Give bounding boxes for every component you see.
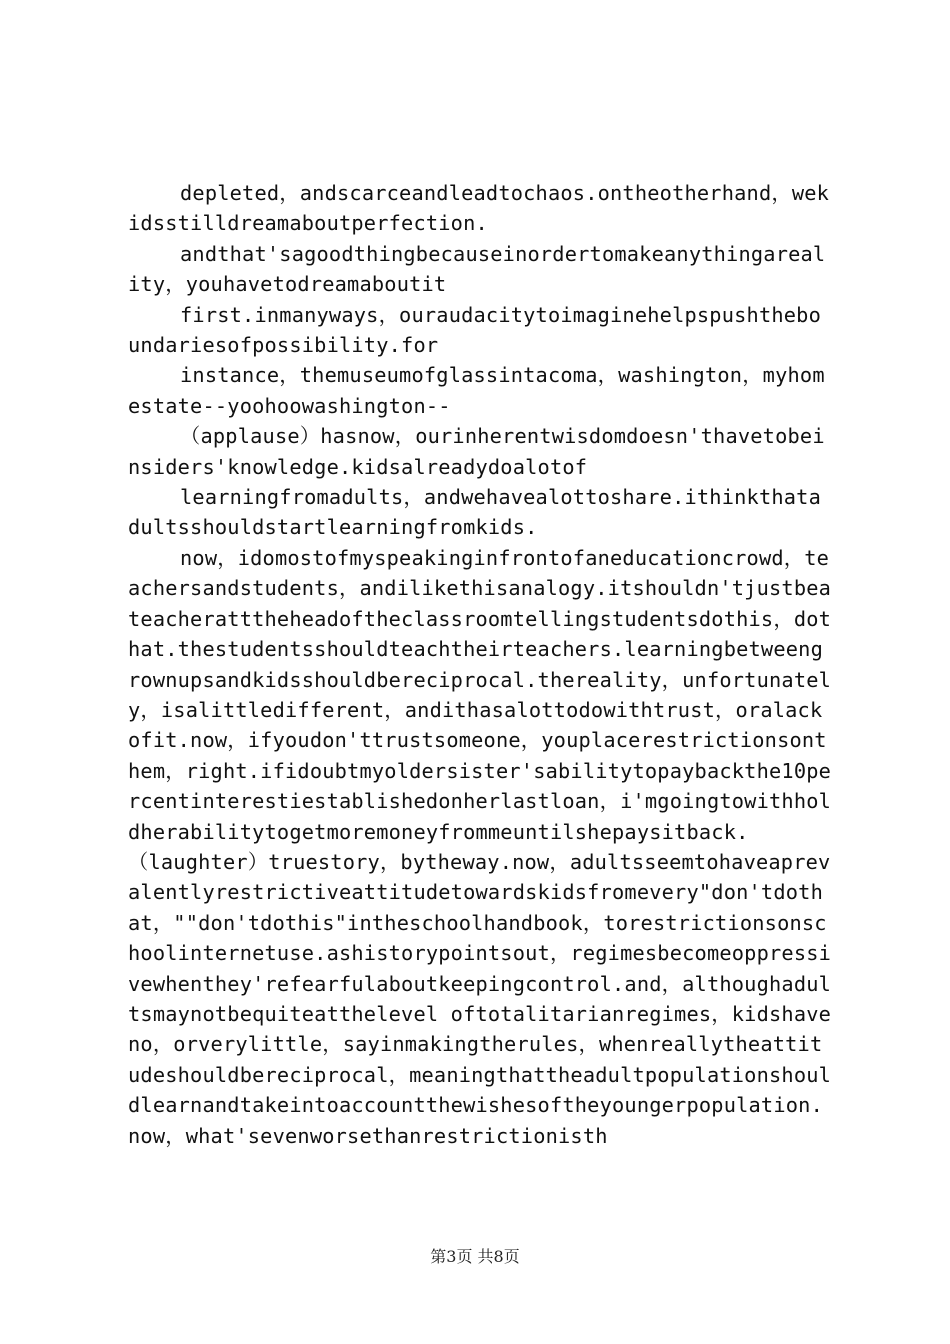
paragraph-1: depleted，andscarceandleadtochaos.ontheotherhand，wekidsstilldreamaboutperfection.: [128, 181, 830, 236]
page-number-footer: 第3页 共8页: [430, 1247, 520, 1266]
paragraph-8: （laughter）truestory，bytheway.now，adultsseemtohaveaprevalentlyrestrictiveattitudetowardskidsfromevery"don'tdothat，""don'tdothis"intheschoolhandbook，torestrictionsonschoolinternetuse.ashistorypointsout，regimesbecomeoppressivewhenthey'refearfulaboutkeepingcontrol.and，althoughadultsmaynotbequiteatthelevel oftotalitarianregimes，kidshaveno，orverylittle，sayinmakingtherules，whenreallytheattitudeshouldbereciprocal，meaningthattheadultpopulationshouldlearnandtakeintoaccountthewishesoftheyoungerpopulation.now，what'sevenworsethanrestrictionisth: [128, 849, 832, 1148]
paragraph-3: first.inmanyways，ouraudacitytoimaginehelpspushtheboundariesofpossibility.for: [128, 302, 821, 358]
paragraph-6: learningfromadults，andwehavealottoshare.ithinkthatadultsshouldstartlearningfromkids.: [128, 485, 821, 540]
paragraph-5: （applause）hasnow，ourinherentwisdomdoesn'thavetobeinsiders'knowledge.kidsalreadydoalotof: [128, 424, 825, 479]
paragraph-7: now，idomostofmyspeakinginfrontofaneducationcrowd，teachersandstudents，andilikethisanalogy.itshouldn'tjustbeateacheratttheheadoftheclassroomtellingstudentsdothis，dothat.thestudentsshouldteachtheirteachers.learningbetweengrownupsandkidsshouldbereciprocal.thereality，unfortunately，isalittledifferent，andithasalottodowithtrust，oralackofit.now，ifyoudon'ttrustsomeone，youplacerestrictionsonthem，right.ifidoubtmyoldersister'sabilitytopaybackthe10percentinterestiestablishedonherlastloan，i'mgoingtowithholdherabilitytogetmoremoneyfrommeuntilshepaysitback.: [128, 545, 832, 844]
document-body: [128, 178, 832, 1151]
paragraph-4: instance，themuseumofglassintacoma，washington，myhomestate--yoohoowashington--: [128, 363, 825, 418]
paragraph-2: andthat'sagoodthingbecauseinordertomakeanythingareality，youhavetodreamaboutit: [128, 241, 826, 297]
